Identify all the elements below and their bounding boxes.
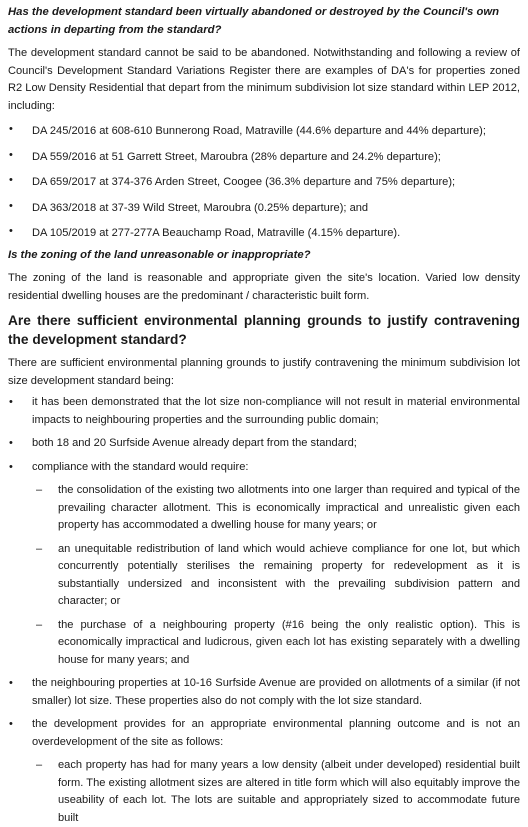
list-item: • both 18 and 20 Surfside Avenue already depart from the standard; (8, 435, 520, 453)
da-examples-list (8, 121, 520, 243)
bullet-icon: • (9, 437, 13, 449)
list-item: – an unequitable redistribution of land which would achieve compliance for one lot, but which concurrently potentially sterilises the remaining property for redevelopment as it is substantially undersized and inconsistent with the prevailing subdivision pattern and character; or (36, 542, 520, 607)
bullet-icon: • (9, 123, 13, 135)
bullet-icon: • (9, 225, 13, 237)
compliance-options-list (32, 482, 520, 669)
list-item: • DA 363/2018 at 37-39 Wild Street, Maroubra (0.25% departure); and (9, 199, 369, 214)
list-item: – each property has had for many years a low density (albeit under developed) residential built form. The existing allotment sizes are altered in title form which will also equitably improve the useability of each lot. The lots are suitable and appropriately sized to accommodate future built (36, 759, 520, 824)
paragraph-zoning: The zoning of the land is reasonable and appropriate given the site's location. Varied low density residential dwelling houses are the predominant / characteristic built form. (8, 272, 520, 302)
bullet-icon: • (9, 199, 13, 212)
list-item: • compliance with the standard would require: – the consolidation of the existing two allotments into one larger than required and typical of the prevailing character allotment. This is economically impractical and unrealistic given each property has accommodated a dwelling house for many years; or – an unequitable redistribution of land which would achieve compliance for one lot, but which concurrently potentially sterilises the remaining property for redevelopment as it is substantially undersized and inconsistent with the prevailing subdivision pattern and character; or – the purchase of a neighbouring property (#16 being the only realistic option). This is economically impractical and ludicrous, given each lot has existing separately with a dwelling house for many years; and (8, 459, 520, 670)
question-heading-zoning: Is the zoning of the land unreasonable or inappropriate? (8, 248, 311, 261)
list-item: • the development provides for an appropriate environmental planning outcome and is not an overdevelopment of the site as follows: – each property has had for many years a low density (albeit under developed) residential built form. The existing allotment sizes are altered in title form which will also equitably improve the useability of each lot. The lots are suitable and appropriately sized to accommodate future built (8, 716, 520, 827)
bullet-icon: • (9, 174, 13, 186)
list-item: • DA 659/2017 at 374-376 Arden Street, Coogee (36.3% departure and 75% departure); (9, 174, 456, 188)
bullet-icon: • (9, 396, 13, 408)
outcome-list (32, 757, 520, 827)
bullet-icon: • (9, 677, 13, 689)
bullet-icon: • (9, 718, 13, 730)
list-item: – the consolidation of the existing two allotments into one larger than required and typical of the prevailing character allotment. This is economically impractical and unrealistic given each property has accommodated a dwelling house for many years; or (36, 484, 520, 531)
dash-icon: – (36, 759, 43, 771)
dash-icon: – (36, 484, 43, 496)
list-item: • it has been demonstrated that the lot size non-compliance will not result in material environmental impacts to neighbouring properties and the surrounding public domain; (9, 396, 520, 426)
paragraph-abandoned: The development standard cannot be said to be abandoned. Notwithstanding and following a review of Council's Development Standard Variations Register there are examples of DA's for properties zoned R2 Low Density Residential that depart from the minimum subdivision lot size standard within LEP 2012, including: (8, 47, 520, 112)
section-heading-planning-grounds: Are there sufficient environmental planning grounds to justify contravening the development standard? (8, 313, 520, 347)
dash-icon: – (36, 542, 43, 555)
list-item: – the purchase of a neighbouring property (#16 being the only realistic option). This is economically impractical and ludicrous, given each lot has existing separately with a dwelling house for many years; and (36, 618, 520, 666)
list-item: • DA 105/2019 at 277-277A Beauchamp Road, Matraville (4.15% departure). (9, 225, 401, 239)
list-item: • DA 245/2016 at 608-610 Bunnerong Road, Matraville (44.6% departure and 44% departure); (9, 123, 486, 137)
list-item: • DA 559/2016 at 51 Garrett Street, Maroubra (28% departure and 24.2% departure); (9, 148, 441, 163)
bullet-icon: • (9, 460, 13, 473)
list-item: • the neighbouring properties at 10-16 Surfside Avenue are provided on allotments of a similar (if not smaller) lot size. These properties also do not comply with the lot size standard. (9, 677, 520, 707)
paragraph-planning-grounds: There are sufficient environmental planning grounds to justify contravening the minimum subdivision lot size development standard being: (8, 357, 520, 387)
dash-icon: – (36, 618, 43, 631)
planning-grounds-list (8, 394, 520, 827)
bullet-icon: • (9, 148, 13, 161)
question-heading-abandoned: Has the development standard been virtually abandoned or destroyed by the Council's own actions in departing from the standard? (8, 6, 500, 36)
